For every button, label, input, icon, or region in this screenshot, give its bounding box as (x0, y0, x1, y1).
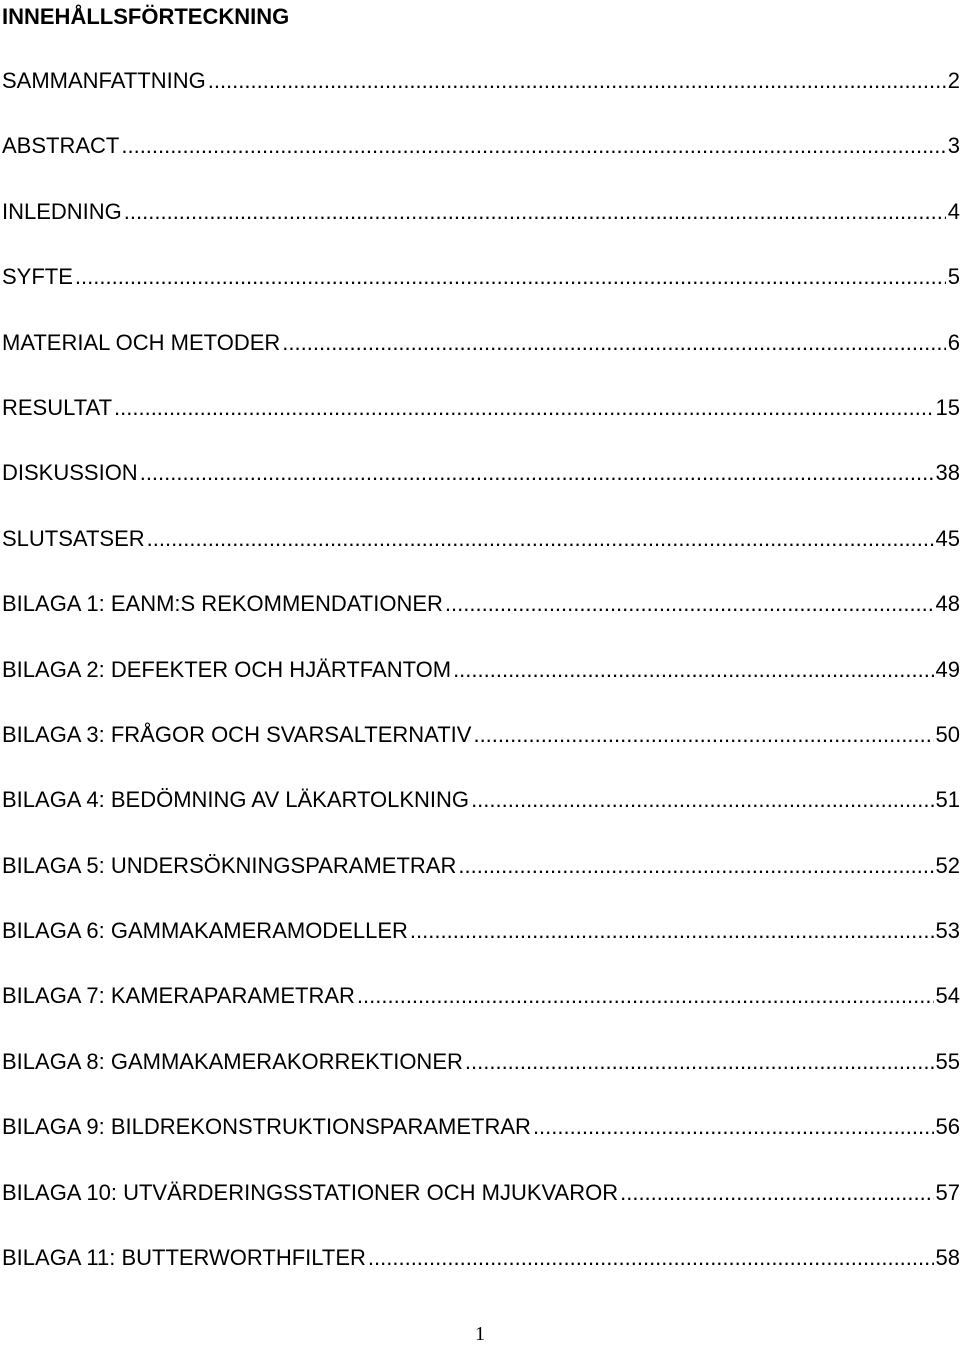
toc-dot-leader (357, 981, 934, 1011)
toc-dot-leader (410, 916, 934, 946)
toc-entry[interactable] (2, 655, 960, 720)
toc-dot-leader (368, 1243, 934, 1273)
toc-entry-page: 45 (935, 525, 960, 551)
toc-entry-label: RESULTAT (2, 394, 113, 420)
toc-entry-label: ABSTRACT (2, 133, 120, 159)
toc-entry-label: BILAGA 9: BILDREKONSTRUKTIONSPARAMETRAR (2, 1114, 531, 1140)
toc-entry-label: MATERIAL OCH METODER (2, 329, 281, 355)
toc-entry-page: 6 (947, 329, 960, 355)
toc-entry[interactable] (2, 1112, 960, 1177)
toc-entry-label: BILAGA 11: BUTTERWORTHFILTER (2, 1245, 366, 1271)
toc-entry-label: INLEDNING (2, 198, 122, 224)
toc-entry-page: 52 (935, 852, 960, 878)
toc-entry-page: 50 (935, 721, 960, 747)
toc-entry-label: BILAGA 1: EANM:S REKOMMENDATIONER (2, 591, 443, 617)
toc-entry-page: 4 (947, 198, 960, 224)
toc-dot-leader (121, 131, 945, 161)
toc-entry-page: 54 (935, 983, 960, 1009)
toc-dot-leader (114, 393, 934, 423)
toc-entry[interactable] (2, 328, 960, 393)
toc-entry-page: 49 (935, 656, 960, 682)
toc-entry[interactable] (2, 524, 960, 589)
toc-entry-label: BILAGA 6: GAMMAKAMERAMODELLER (2, 918, 408, 944)
toc-entry[interactable] (2, 916, 960, 981)
toc-entry-label: SAMMANFATTNING (2, 68, 206, 93)
toc-entry[interactable] (2, 1178, 960, 1243)
toc-dot-leader (453, 655, 933, 685)
toc-entry[interactable] (2, 1243, 960, 1308)
toc-entry-page: 2 (947, 68, 960, 93)
toc-entry[interactable] (2, 851, 960, 916)
toc-entry[interactable] (2, 589, 960, 654)
toc-dot-leader (533, 1112, 934, 1142)
toc-dot-leader (147, 524, 934, 554)
toc-entry[interactable] (2, 66, 960, 131)
toc-entry-page: 48 (935, 591, 960, 617)
toc-dot-leader (473, 720, 933, 750)
toc-entry-page: 53 (935, 918, 960, 944)
toc-entry-page: 38 (935, 460, 960, 486)
toc-entry-page: 57 (935, 1179, 960, 1205)
toc-entry[interactable] (2, 720, 960, 785)
toc-entry-page: 55 (935, 1048, 960, 1074)
toc-entry-page: 5 (947, 264, 960, 290)
toc-entry-label: SLUTSATSER (2, 525, 145, 551)
toc-dot-leader (465, 1047, 934, 1077)
toc-list (2, 66, 960, 1308)
toc-entry-label: BILAGA 10: UTVÄRDERINGSSTATIONER OCH MJUKVAROR (2, 1179, 619, 1205)
toc-dot-leader (282, 328, 945, 358)
toc-entry[interactable] (2, 393, 960, 458)
page-number: 1 (475, 1323, 485, 1345)
toc-dot-leader (124, 197, 946, 227)
toc-entry-page: 58 (935, 1245, 960, 1271)
toc-entry-label: BILAGA 5: UNDERSÖKNINGSPARAMETRAR (2, 852, 457, 878)
toc-entry[interactable] (2, 262, 960, 327)
toc-dot-leader (445, 589, 934, 619)
toc-entry[interactable] (2, 785, 960, 850)
toc-dot-leader (75, 262, 946, 292)
toc-entry[interactable] (2, 131, 960, 196)
toc-entry-page: 3 (947, 133, 960, 159)
toc-entry[interactable] (2, 458, 960, 523)
toc-dot-leader (458, 851, 933, 881)
toc-entry-page: 51 (935, 787, 960, 813)
toc-heading: INNEHÅLLSFÖRTECKNING (2, 4, 290, 29)
toc-entry-page: 56 (935, 1114, 960, 1140)
toc-entry-label: SYFTE (2, 264, 73, 290)
toc-entry-label: BILAGA 7: KAMERAPARAMETRAR (2, 983, 355, 1009)
toc-entry[interactable] (2, 197, 960, 262)
toc-entry-label: BILAGA 2: DEFEKTER OCH HJÄRTFANTOM (2, 656, 452, 682)
toc-entry-page: 15 (935, 394, 960, 420)
toc-entry[interactable] (2, 981, 960, 1046)
toc-entry-label: BILAGA 4: BEDÖMNING AV LÄKARTOLKNING (2, 787, 470, 813)
toc-dot-leader (208, 66, 946, 96)
toc-dot-leader (620, 1178, 933, 1208)
toc-dot-leader (140, 458, 934, 488)
toc-dot-leader (471, 785, 933, 815)
toc-entry-label: BILAGA 8: GAMMAKAMERAKORREKTIONER (2, 1048, 463, 1074)
toc-entry-label: BILAGA 3: FRÅGOR OCH SVARSALTERNATIV (2, 721, 472, 747)
toc-entry[interactable] (2, 1047, 960, 1112)
toc-entry-label: DISKUSSION (2, 460, 138, 486)
